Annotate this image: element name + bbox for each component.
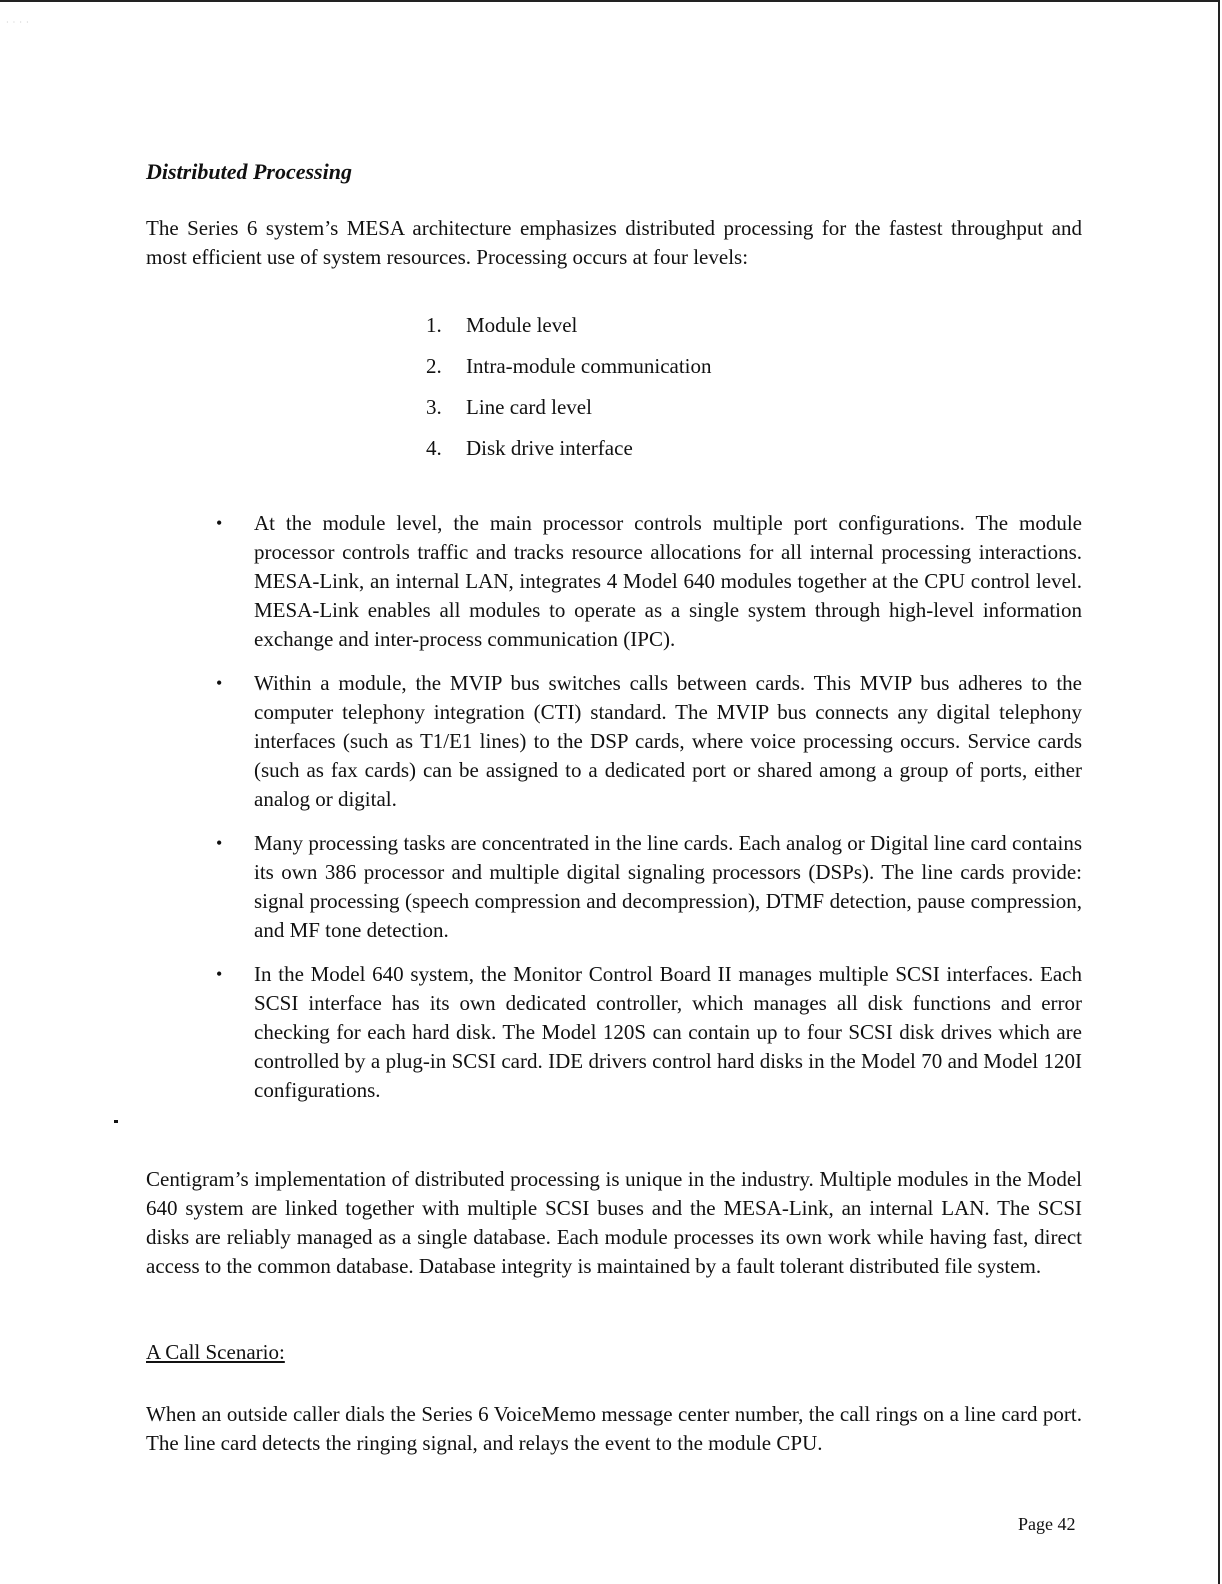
bullet-text: In the Model 640 system, the Monitor Control Board II manages multiple SCSI interfaces. Each SCSI interface has its own dedicated controller, which manages all disk functions and error checking for each hard disk. The Model 120S can contain up to four SCSI disk drives which are controlled by a plug-in SCSI card. IDE drivers control hard disks in the Model 70 and Model 120I configurations.: [254, 962, 1082, 1102]
list-text: Line card level: [466, 395, 592, 419]
intro-paragraph: The Series 6 system’s MESA architecture emphasizes distributed processing for the fastest throughput and most efficient use of system resources. Processing occurs at four levels:: [146, 216, 1082, 269]
bullet-icon: •: [216, 673, 223, 693]
list-item: [426, 311, 712, 352]
bullet-text: Within a module, the MVIP bus switches calls between cards. This MVIP bus adheres to the computer telephony integration (CTI) standard. The MVIP bus connects any digital telephony interfaces (such as T1/E1 lines) to the DSP cards, where voice processing occurs. Service cards (such as fax cards) can be assigned to a dedicated port or shared among a group of ports, either analog or digital.: [254, 671, 1082, 811]
list-number: 4.: [426, 436, 442, 460]
list-number: 3.: [426, 395, 442, 419]
list-text: Module level: [466, 313, 578, 337]
bullet-icon: •: [216, 513, 223, 533]
list-number: 2.: [426, 354, 442, 378]
scan-artifact-dot: [114, 1120, 118, 1123]
body-paragraph: When an outside caller dials the Series 6 VoiceMemo message center number, the call rings on a line card port. The line card detects the ringing signal, and relays the event to the module CPU.: [146, 1402, 1082, 1455]
list-text: Disk drive interface: [466, 436, 633, 460]
list-item: [426, 393, 712, 434]
bullet-item: [210, 960, 1082, 1105]
bullet-text: Many processing tasks are concentrated in the line cards. Each analog or Digital line card contains its own 386 processor and multiple digital signaling processors (DSPs). The line cards provide: signal processing (speech compression and decompression), DTMF detection, pause compression, and MF tone detection.: [254, 831, 1082, 942]
page-number: Page 42: [1018, 1514, 1076, 1534]
bullet-text: At the module level, the main processor controls multiple port configurations. The module processor controls traffic and tracks resource allocations for all internal processing interactions. MESA-Link, an internal LAN, integrates 4 Model 640 modules together at the CPU control level. MESA-Link enables all modules to operate as a single system through high-level information exchange and inter-process communication (IPC).: [254, 511, 1082, 651]
list-item: [426, 352, 712, 393]
bullet-item: [210, 829, 1082, 945]
section-heading: Distributed Processing: [146, 159, 352, 184]
subheading: A Call Scenario:: [146, 1340, 285, 1364]
bullet-icon: •: [216, 833, 223, 853]
list-item: [426, 434, 712, 475]
body-paragraph: Centigram’s implementation of distributed processing is unique in the industry. Multiple modules in the Model 640 system are linked together with multiple SCSI buses and the MESA-Link, an internal LAN. The SCSI disks are reliably managed as a single database. Each module processes its own work while having fast, direct access to the common database. Database integrity is maintained by a fault tolerant distributed file system.: [146, 1167, 1082, 1278]
scan-artifact: · · · ·: [6, 18, 30, 27]
processing-levels-list: [426, 311, 712, 475]
bullet-list: [210, 509, 1082, 1120]
list-text: Intra-module communication: [466, 354, 712, 378]
list-number: 1.: [426, 313, 442, 337]
bullet-item: [210, 509, 1082, 654]
bullet-icon: •: [216, 964, 223, 984]
bullet-item: [210, 669, 1082, 814]
